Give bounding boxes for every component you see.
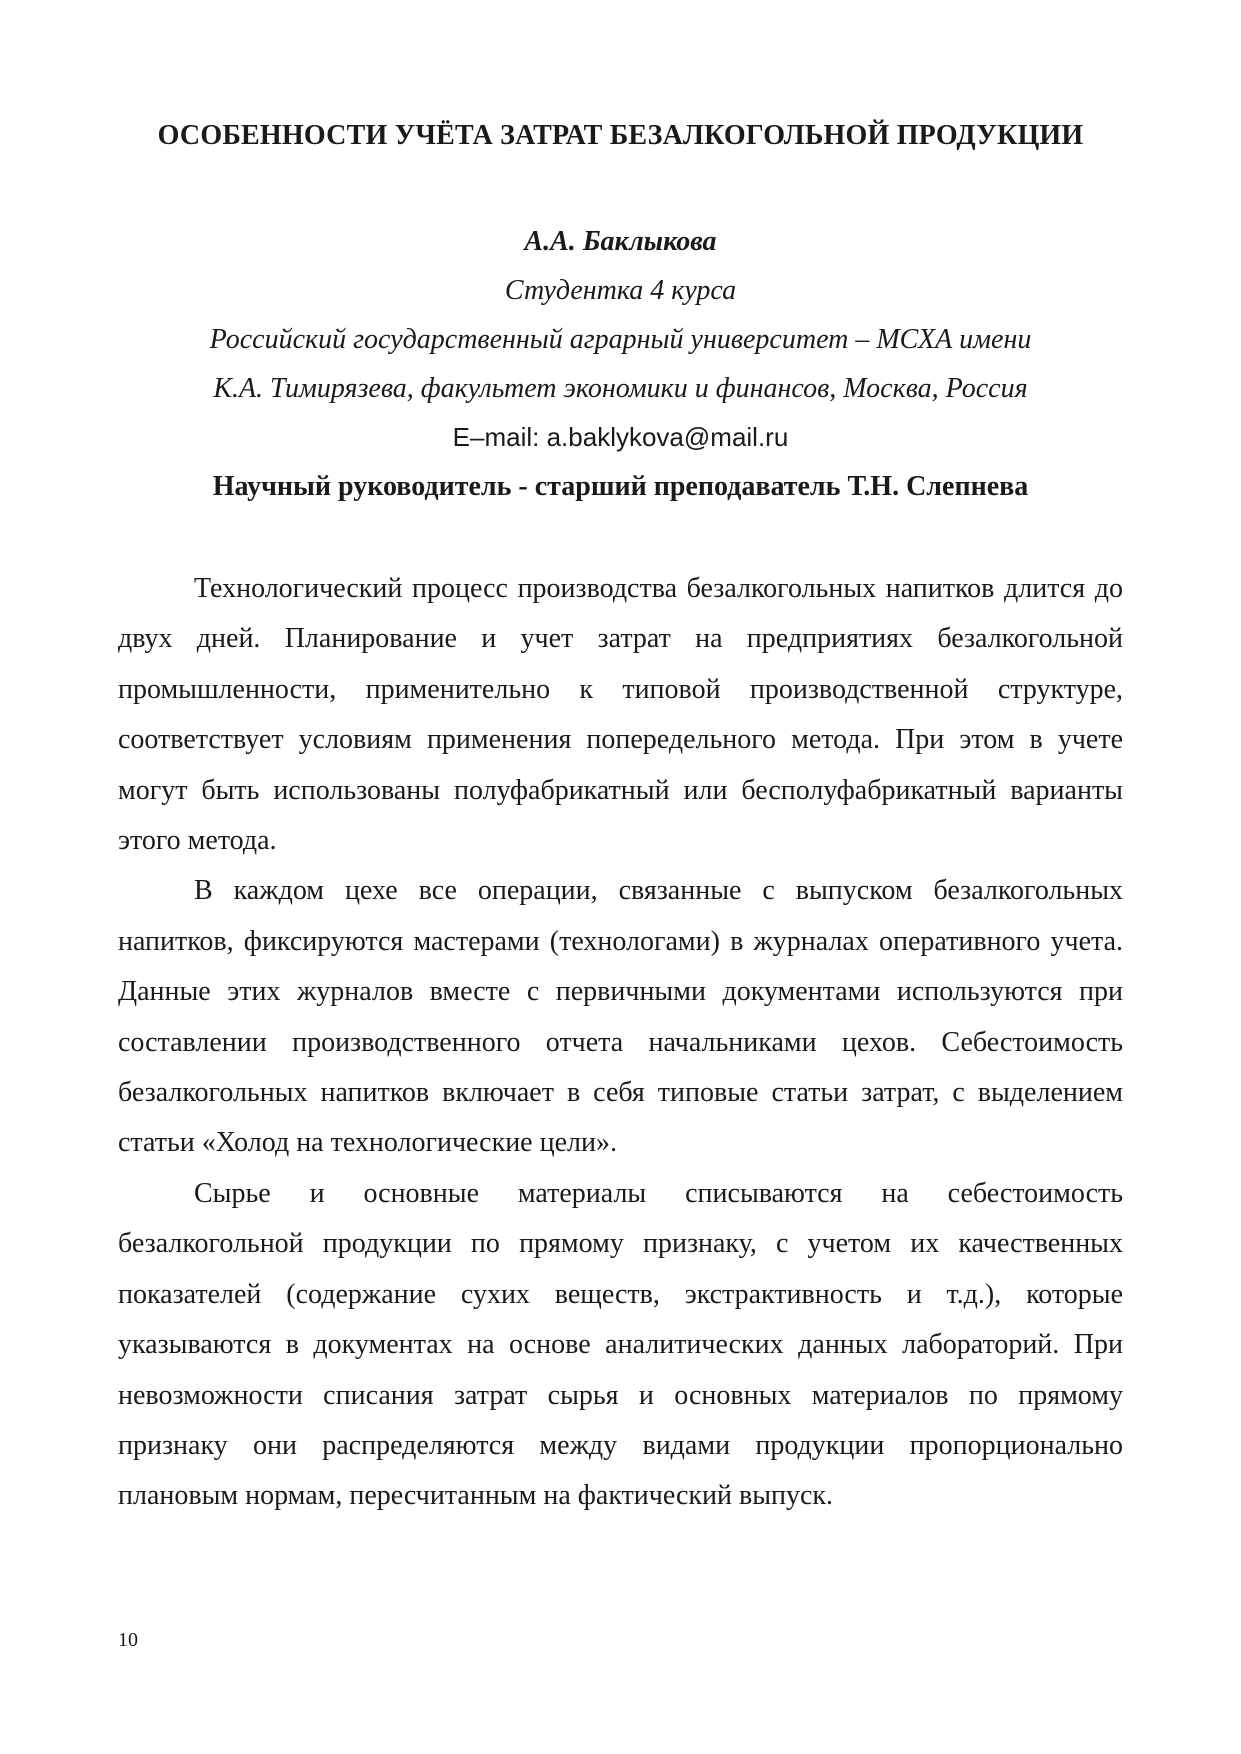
scientific-supervisor: Научный руководитель - старший преподаватель Т.Н. Слепнева: [212, 471, 1029, 502]
author-position: Студентка 4 курса: [504, 275, 737, 306]
article-body: [118, 564, 1123, 1522]
paragraph: В каждом цехе все операции, связанные с выпуском безалкогольных напитков, фиксируются мастерами (технологами) в журналах оперативного учета. Данные этих журналов вместе с первичными документами используются при составлении производственного отчета начальниками цехов. Себестоимость безалкогольных напитков включает в себя типовые статьи затрат, с выделением статьи «Холод на технологические цели».: [118, 875, 1123, 1159]
article-title: ОСОБЕННОСТИ УЧЁТА ЗАТРАТ БЕЗАЛКОГОЛЬНОЙ ПРОДУКЦИИ: [157, 120, 1084, 151]
paragraph: Технологический процесс производства безалкогольных напитков длится до двух дней. Планирование и учет затрат на предприятиях безалкогольной промышленности, применительно к типовой производственной структуре, соответствует условиям применения попередельного метода. При этом в учете могут быть использованы полуфабрикатный или бесполуфабрикатный варианты этого метода.: [118, 573, 1123, 857]
author-email: E–mail: a.baklykova@mail.ru: [452, 422, 789, 452]
author-name: А.А. Баклыкова: [524, 226, 717, 257]
page-number: 10: [118, 1629, 138, 1651]
affiliation-line-2: К.А. Тимирязева, факультет экономики и финансов, Москва, Россия: [213, 373, 1028, 404]
affiliation-line-1: Российский государственный аграрный университет – МСХА имени: [209, 324, 1032, 355]
paragraph: Сырье и основные материалы списываются на себестоимость безалкогольной продукции по прямому признаку, с учетом их качественных показателей (содержание сухих веществ, экстрактивность и т.д.), которые указываются в документах на основе аналитических данных лабораторий. При невозможности списания затрат сырья и основных материалов по прямому признаку они распределяются между видами продукции пропорционально плановым нормам, пересчитанным на фактический выпуск.: [118, 1177, 1123, 1512]
author-block: [118, 217, 1123, 511]
